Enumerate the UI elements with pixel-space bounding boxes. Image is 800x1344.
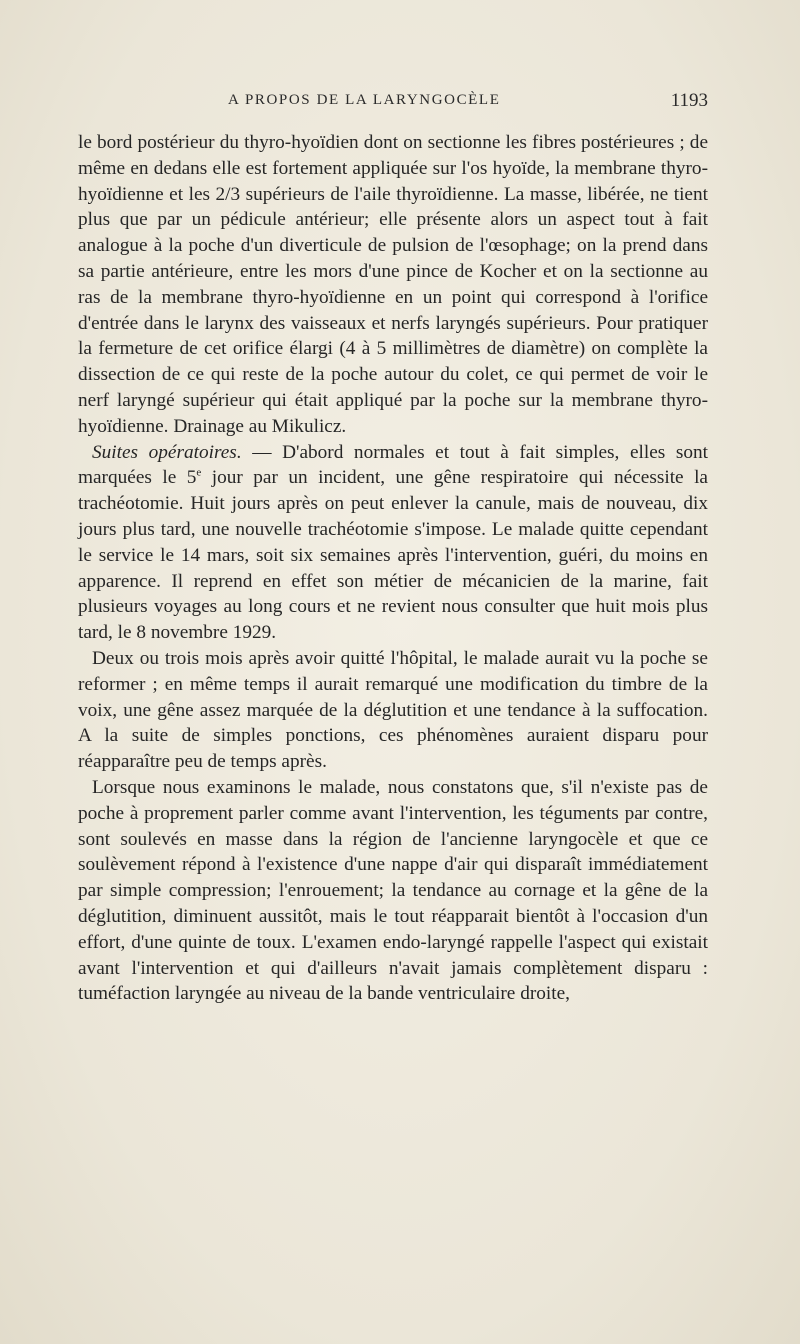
paragraph-2-text-a: — D'abord normales et tout à fait simples, elles sont marquées le 5 <box>78 441 708 489</box>
paragraph-2 <box>78 440 708 646</box>
body-text <box>78 130 708 1007</box>
section-heading-suites-operatoires: Suites opératoires. <box>92 441 242 463</box>
running-header <box>78 92 708 116</box>
ordinal-superscript: e <box>196 466 202 479</box>
paragraph-1: le bord postérieur du thyro-hyoïdien dont on sectionne les fibres postérieures ; de même en dedans elle est fortement appliquée sur l'os hyoïde, la membrane thyro-hyoïdienne et les 2/3 supérieurs de l'aile thyroïdienne. La masse, libérée, ne tient plus que par un pédicule antérieur; elle présente alors un aspect tout à fait analogue à la poche d'un diverticule de pulsion de l'œsophage; on la prend dans sa partie antérieure, entre les mors d'une pince de Kocher et on la sectionne au ras de la membrane thyro-hyoïdienne en un point qui correspond à l'orifice d'entrée dans le larynx des vaisseaux et nerfs laryngés supérieurs. Pour pratiquer la fermeture de cet orifice élargi (4 à 5 millimètres de diamètre) on complète la dissection de ce qui reste de la poche autour du colet, ce qui permet de voir le nerf laryngé supérieur qui était appliqué par la poche sur la membrane thyro-hyoïdienne. Drainage au Mikulicz. <box>78 132 708 437</box>
page-number: 1193 <box>670 90 708 111</box>
paragraph-2-text-b: jour par un incident, une gêne respiratoire qui nécessite la trachéotomie. Huit jours après on peut enlever la canule, mais de nouveau, dix jours plus tard, une nouvelle trachéotomie s'impose. Le malade quitte cependant le service le 14 mars, soit six semaines après l'intervention, guéri, du moins en apparence. Il reprend en effet son métier de mécanicien de la marine, fait plusieurs voyages au long cours et ne revient nous consulter que huit mois plus tard, le 8 novembre 1929. <box>78 467 708 644</box>
paragraph-4: Lorsque nous examinons le malade, nous constatons que, s'il n'existe pas de poche à proprement parler comme avant l'intervention, les téguments par contre, sont soulevés en masse dans la région de l'ancienne laryngocèle et que ce soulèvement répond à l'existence d'une nappe d'air qui disparaît immédiatement par simple compression; l'enrouement; la tendance au cornage et la gêne de la déglutition, diminuent aussitôt, mais le tout réapparait bientôt à l'occasion d'un effort, d'une quinte de toux. L'examen endo-laryngé rappelle l'aspect qui existait avant l'intervention et qui d'ailleurs n'avait jamais complètement disparu : tuméfaction laryngée au niveau de la bande ventriculaire droite, <box>78 776 708 1005</box>
running-title: A PROPOS DE LA LARYNGOCÈLE <box>228 92 501 108</box>
paragraph-3: Deux ou trois mois après avoir quitté l'hôpital, le malade aurait vu la poche se reformer ; en même temps il aurait remarqué une modification du timbre de la voix, une gêne assez marquée de la déglutition et une tendance à la suffocation. A la suite de simples ponctions, ces phénomènes auraient disparu pour réapparaître peu de temps après. <box>78 647 708 773</box>
